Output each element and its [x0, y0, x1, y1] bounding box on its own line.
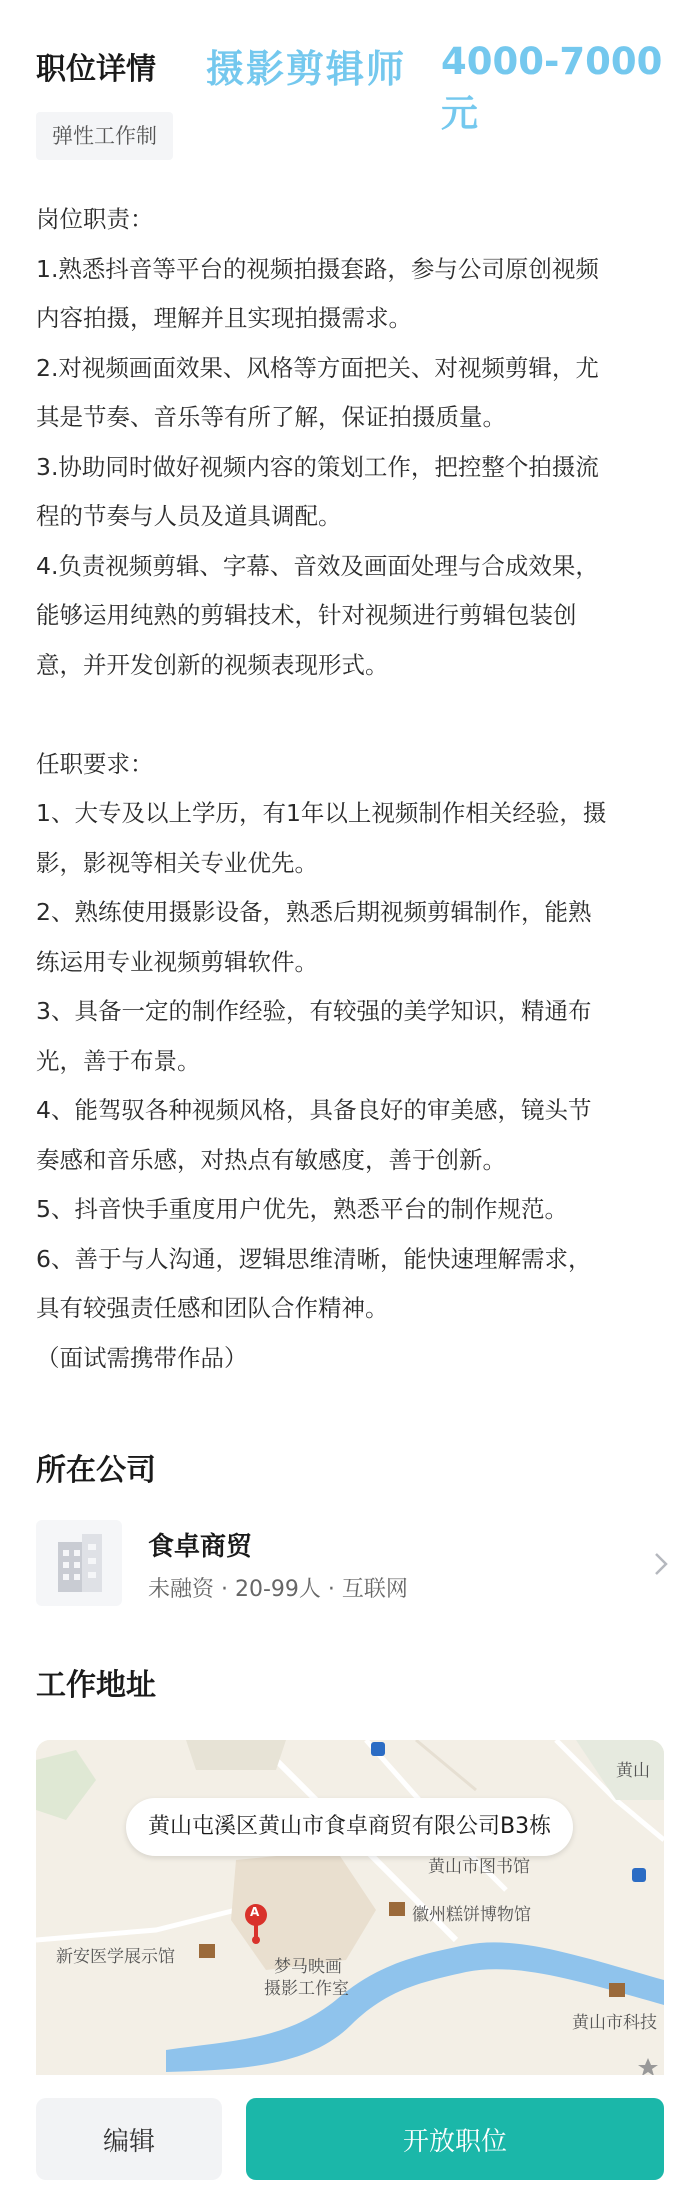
desc-gap [36, 690, 676, 740]
section-title-job-detail: 职位详情 [36, 52, 156, 87]
desc-line: 程的节奏与人员及道具调配。 [36, 502, 342, 530]
salary: 4000-7000元 [441, 40, 663, 135]
desc-line: 6、善于与人沟通，逻辑思维清晰，能快速理解需求， [36, 1244, 592, 1273]
address-map[interactable] [36, 1740, 664, 2075]
map-label-xinan: 新安医学展示馆 [56, 1947, 175, 1967]
job-header [36, 36, 676, 135]
desc-line: 其是节奏、音乐等有所了解，保证拍摄质量。 [36, 403, 506, 431]
desc-line: 具有较强责任感和团队合作精神。 [36, 1294, 389, 1322]
desc-line: 光，善于布景。 [36, 1046, 201, 1075]
desc-line: 2、熟练使用摄影设备，熟悉后期视频剪辑制作，能熟 [36, 898, 592, 926]
address-bubble: 黄山屯溪区黄山市食卓商贸有限公司B3栋 [126, 1798, 573, 1856]
open-position-button[interactable]: 开放职位 [246, 2098, 664, 2180]
map-label-studio-2: 摄影工作室 [264, 1979, 349, 1999]
desc-line: 3、具备一定的制作经验，有较强的美学知识，精通布 [36, 997, 592, 1025]
company-name: 食卓商贸 [148, 1532, 253, 1562]
map-label-tech: 黄山市科技 [572, 2013, 657, 2033]
desc-line: 任职要求： [36, 749, 154, 778]
desc-line: （面试需携带作品） [36, 1343, 248, 1372]
map-label-corner: 黄山 [616, 1761, 650, 1781]
section-title-company: 所在公司 [36, 1453, 156, 1488]
chevron-right-icon [646, 1544, 676, 1584]
company-meta: 未融资 · 20-99人 · 互联网 [148, 1577, 408, 1602]
desc-line: 2.对视频画面效果、风格等方面把关、对视频剪辑，尤 [36, 353, 599, 382]
map-pin-label: A [250, 1905, 260, 1919]
desc-line: 1.熟悉抖音等平台的视频拍摄套路，参与公司原创视频 [36, 254, 599, 283]
desc-line: 岗位职责： [36, 205, 154, 233]
company-logo [36, 1520, 122, 1606]
section-title-address: 工作地址 [36, 1668, 156, 1703]
job-tag: 弹性工作制 [36, 112, 173, 160]
building-icon [36, 1520, 122, 1606]
company-card[interactable] [36, 1520, 676, 1610]
job-description [36, 195, 676, 1383]
map-label-museum: 徽州糕饼博物馆 [412, 1905, 531, 1925]
desc-line: 意，并开发创新的视频表现形式。 [36, 650, 389, 679]
map-label-studio-1: 梦马映画 [274, 1957, 342, 1977]
job-title: 摄影剪辑师 [206, 47, 407, 91]
desc-line: 5、抖音快手重度用户优先，熟悉平台的制作规范。 [36, 1195, 568, 1223]
desc-line: 练运用专业视频剪辑软件。 [36, 947, 318, 976]
desc-line: 内容拍摄，理解并且实现拍摄需求。 [36, 304, 412, 332]
desc-line: 能够运用纯熟的剪辑技术，针对视频进行剪辑包装创 [36, 601, 577, 629]
map-label-library: 黄山市图书馆 [428, 1857, 530, 1877]
desc-line: 1、大专及以上学历，有1年以上视频制作相关经验，摄 [36, 799, 607, 827]
desc-line: 奏感和音乐感，对热点有敏感度，善于创新。 [36, 1145, 506, 1174]
edit-button[interactable]: 编辑 [36, 2098, 222, 2180]
desc-line: 影，影视等相关专业优先。 [36, 848, 318, 877]
desc-line: 3.协助同时做好视频内容的策划工作，把控整个拍摄流 [36, 452, 599, 481]
desc-line: 4、能驾驭各种视频风格，具备良好的审美感，镜头节 [36, 1096, 592, 1124]
desc-line: 4.负责视频剪辑、字幕、音效及画面处理与合成效果， [36, 551, 599, 580]
bottom-action-bar [0, 2078, 700, 2205]
